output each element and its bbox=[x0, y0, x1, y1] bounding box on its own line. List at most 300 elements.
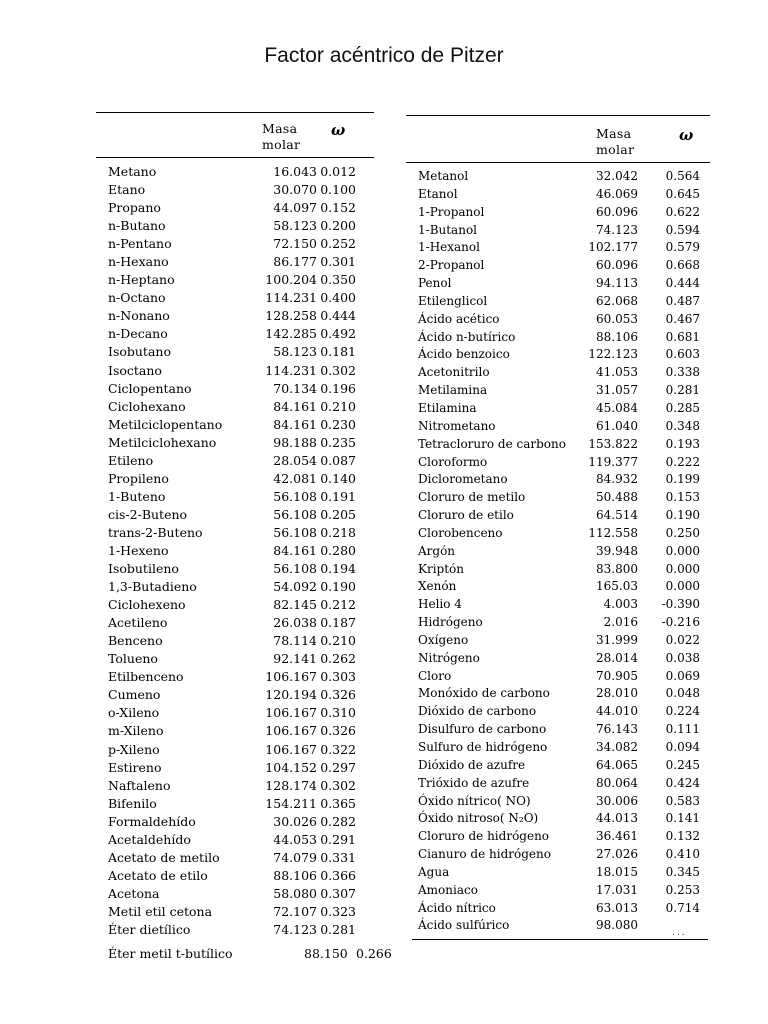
compound-name: Kriptón bbox=[418, 561, 464, 576]
acentric-factor: 0.714 bbox=[665, 900, 700, 915]
table-row bbox=[406, 632, 710, 650]
molar-mass: 42.081 bbox=[273, 470, 317, 486]
molar-mass: 104.152 bbox=[265, 759, 317, 775]
molar-mass: 70.134 bbox=[273, 380, 317, 396]
table-row bbox=[96, 903, 374, 921]
compound-name: Cloro bbox=[418, 668, 452, 683]
table-row bbox=[96, 849, 374, 867]
table-header bbox=[406, 116, 710, 162]
compound-name: Ácido acético bbox=[418, 311, 500, 326]
table-row bbox=[406, 561, 710, 579]
compound-name: 1-Buteno bbox=[108, 488, 166, 504]
compound-name: Bifenilo bbox=[108, 795, 157, 811]
molar-mass: 31.057 bbox=[596, 383, 638, 398]
compound-name: Oxígeno bbox=[418, 632, 469, 647]
acentric-factor: 0.467 bbox=[665, 311, 700, 326]
molar-mass: 74.079 bbox=[273, 849, 317, 865]
acentric-factor: 0.111 bbox=[665, 722, 700, 737]
acentric-factor: 0.187 bbox=[320, 615, 356, 631]
table-row bbox=[96, 362, 374, 380]
acentric-factor: 0.000 bbox=[665, 561, 700, 576]
molar-label: molar bbox=[596, 142, 635, 157]
compound-name: Ciclohexano bbox=[108, 398, 186, 414]
compound-name: Acetileno bbox=[108, 615, 168, 631]
compound-name: Óxido nitroso( N₂O) bbox=[418, 811, 539, 826]
molar-mass: 114.231 bbox=[265, 290, 317, 306]
compound-name: Dióxido de carbono bbox=[418, 704, 537, 719]
molar-mass: 82.145 bbox=[273, 597, 317, 613]
table-row bbox=[96, 759, 374, 777]
compound-name: Cloruro de hidrógeno bbox=[418, 829, 550, 844]
molar-mass: 62.068 bbox=[596, 293, 638, 308]
compound-name: n-Nonano bbox=[108, 308, 170, 324]
molar-mass: 28.054 bbox=[273, 452, 317, 468]
compound-name: Isoctano bbox=[108, 362, 162, 378]
page-title: Factor acéntrico de Pitzer bbox=[264, 44, 504, 67]
molar-mass: 58.123 bbox=[273, 344, 317, 360]
bottom-rule bbox=[412, 939, 708, 940]
dots-marker: ... bbox=[672, 928, 687, 938]
compound-name: Cianuro de hidrógeno bbox=[418, 847, 551, 862]
molar-mass: 88.106 bbox=[596, 329, 638, 344]
table-row bbox=[96, 380, 374, 398]
acentric-factor: 0.424 bbox=[665, 775, 700, 790]
acentric-factor: 0.365 bbox=[320, 795, 356, 811]
molar-mass: 41.053 bbox=[596, 365, 638, 380]
acentric-factor: 0.302 bbox=[320, 777, 356, 793]
molar-mass: 44.053 bbox=[273, 831, 317, 847]
table-row bbox=[96, 578, 374, 596]
table-row bbox=[406, 721, 710, 739]
molar-mass: 64.514 bbox=[596, 508, 638, 523]
compound-name: Cloruro de etilo bbox=[418, 508, 514, 523]
molar-mass: 45.084 bbox=[596, 400, 638, 415]
acentric-factor: 0.094 bbox=[665, 740, 700, 754]
acentric-factor: 0.152 bbox=[320, 200, 356, 216]
molar-mass: 28.010 bbox=[596, 686, 638, 701]
molar-mass: 106.167 bbox=[265, 741, 317, 757]
compound-name: Disulfuro de carbono bbox=[418, 722, 547, 737]
acentric-factor: 0.564 bbox=[665, 169, 700, 183]
compound-name: m-Xileno bbox=[108, 723, 164, 739]
header-rule bbox=[406, 162, 710, 163]
molar-mass: 56.108 bbox=[273, 524, 317, 540]
molar-mass: 88.150 bbox=[304, 946, 348, 961]
compound-name: Éter metil t-butílico bbox=[108, 946, 233, 961]
acentric-factor: 0.218 bbox=[320, 524, 356, 540]
table-row bbox=[96, 524, 374, 542]
table-row bbox=[406, 596, 710, 614]
table-row bbox=[406, 418, 710, 436]
compound-name: Isobutileno bbox=[108, 561, 179, 577]
acentric-factor: 0.281 bbox=[320, 921, 356, 937]
molar-mass: 153.822 bbox=[588, 436, 638, 451]
molar-mass: 106.167 bbox=[265, 669, 317, 685]
table-row bbox=[96, 722, 374, 740]
compound-name: 1-Propanol bbox=[418, 204, 485, 219]
acentric-factor: 0.140 bbox=[320, 470, 356, 486]
acentric-factor: 0.322 bbox=[320, 741, 356, 757]
compound-name: o-Xileno bbox=[108, 705, 160, 721]
acentric-factor: -0.390 bbox=[661, 597, 700, 612]
table-row bbox=[96, 596, 374, 614]
molar-mass: 128.174 bbox=[265, 777, 317, 793]
molar-mass: 17.031 bbox=[596, 882, 638, 897]
masa-label: Masa bbox=[596, 126, 632, 141]
molar-mass: 50.488 bbox=[596, 490, 638, 505]
table-row bbox=[96, 777, 374, 795]
compound-name: Hidrógeno bbox=[418, 615, 483, 630]
acentric-factor: 0.022 bbox=[665, 632, 700, 647]
acentric-factor: 0.230 bbox=[320, 416, 356, 432]
table-row bbox=[406, 703, 710, 721]
acentric-factor: 0.266 bbox=[356, 946, 392, 961]
compound-name: Diclorometano bbox=[418, 472, 508, 487]
acentric-factor: 0.280 bbox=[320, 542, 356, 558]
acentric-factor: 0.603 bbox=[665, 347, 700, 362]
compound-name: 2-Propanol bbox=[418, 258, 485, 273]
acentric-factor: 0.366 bbox=[320, 867, 356, 883]
table-row bbox=[96, 704, 374, 722]
molar-mass: 31.999 bbox=[596, 632, 638, 647]
omega-header: ω bbox=[331, 121, 346, 139]
molar-mass: 120.194 bbox=[265, 687, 317, 703]
compound-name: Amoniaco bbox=[418, 882, 478, 897]
molar-mass: 92.141 bbox=[273, 651, 317, 667]
molar-mass: 60.096 bbox=[596, 258, 638, 273]
table-row bbox=[406, 828, 710, 846]
table-row bbox=[406, 525, 710, 543]
table-row bbox=[96, 795, 374, 813]
acentric-factor: 0.310 bbox=[320, 705, 356, 721]
molar-mass: 142.285 bbox=[265, 326, 317, 342]
table-row bbox=[406, 810, 710, 828]
acentric-factor: 0.235 bbox=[320, 434, 356, 450]
masa-label: Masa bbox=[262, 121, 298, 136]
table-row bbox=[96, 470, 374, 488]
table-row bbox=[406, 614, 710, 632]
compound-name: Cloroformo bbox=[418, 454, 488, 469]
table-row bbox=[406, 222, 710, 240]
left-rows bbox=[96, 163, 374, 939]
molar-mass: 61.040 bbox=[596, 418, 638, 433]
molar-mass: 74.123 bbox=[273, 921, 317, 937]
acentric-factor: 0.350 bbox=[320, 272, 356, 288]
molar-mass: 114.231 bbox=[265, 362, 317, 378]
molar-mass: 106.167 bbox=[265, 705, 317, 721]
compound-name: Etilbenceno bbox=[108, 669, 184, 685]
acentric-factor: 0.444 bbox=[665, 276, 700, 291]
table-row bbox=[96, 506, 374, 524]
table-row bbox=[96, 343, 374, 361]
compound-name: Isobutano bbox=[108, 344, 171, 360]
right-rows bbox=[406, 168, 710, 935]
molar-mass: 84.932 bbox=[596, 472, 638, 487]
table-row bbox=[406, 364, 710, 382]
acentric-factor: 0.100 bbox=[320, 182, 356, 198]
molar-mass: 106.167 bbox=[265, 723, 317, 739]
molar-mass: 112.558 bbox=[588, 525, 638, 540]
molar-mass: 36.461 bbox=[596, 829, 638, 844]
table-row bbox=[406, 668, 710, 686]
acentric-factor: 0.250 bbox=[665, 525, 700, 540]
compound-name: Acetaldehído bbox=[108, 831, 191, 847]
acentric-factor: 0.205 bbox=[320, 506, 356, 522]
molar-mass: 83.800 bbox=[596, 561, 638, 576]
acentric-factor: 0.681 bbox=[665, 329, 700, 344]
table-row bbox=[406, 311, 710, 329]
molar-mass: 46.069 bbox=[596, 186, 638, 201]
table-row bbox=[406, 775, 710, 793]
table-row bbox=[406, 329, 710, 347]
acentric-factor: 0.303 bbox=[320, 669, 356, 685]
acentric-factor: 0.048 bbox=[665, 686, 700, 701]
compound-name: Trióxido de azufre bbox=[418, 775, 530, 790]
compound-name: Cumeno bbox=[108, 687, 161, 703]
molar-mass: 56.108 bbox=[273, 506, 317, 522]
compound-name: 1-Butanol bbox=[418, 222, 478, 237]
acentric-factor: 0.253 bbox=[665, 882, 700, 897]
acentric-factor: 0.194 bbox=[320, 561, 356, 577]
table-row bbox=[96, 289, 374, 307]
acentric-factor: 0.323 bbox=[320, 903, 356, 919]
compound-name: n-Heptano bbox=[108, 272, 175, 288]
acentric-factor: 0.331 bbox=[320, 849, 356, 865]
masa-molar-header bbox=[262, 121, 300, 153]
acentric-factor: 0.069 bbox=[665, 668, 700, 683]
compound-name: Metilciclopentano bbox=[108, 416, 223, 432]
compound-name: Naftaleno bbox=[108, 777, 171, 793]
compound-name: Cloruro de metilo bbox=[418, 490, 526, 505]
table-row bbox=[406, 543, 710, 561]
compound-name: Metanol bbox=[418, 169, 469, 183]
molar-mass: 80.064 bbox=[596, 775, 638, 790]
table-row bbox=[96, 921, 374, 939]
table-row bbox=[406, 739, 710, 757]
table-row bbox=[96, 271, 374, 289]
acentric-factor: 0.400 bbox=[320, 290, 356, 306]
molar-mass: 30.026 bbox=[273, 813, 317, 829]
header-rule bbox=[96, 157, 374, 158]
table-row bbox=[406, 186, 710, 204]
acentric-factor: 0.326 bbox=[320, 687, 356, 703]
molar-mass: 72.150 bbox=[273, 236, 317, 252]
molar-mass: 84.161 bbox=[273, 416, 317, 432]
table-row bbox=[406, 471, 710, 489]
omega-header: ω bbox=[679, 126, 694, 144]
molar-mass: 84.161 bbox=[273, 398, 317, 414]
table-row bbox=[96, 253, 374, 271]
table-row bbox=[96, 235, 374, 253]
molar-mass: 119.377 bbox=[588, 454, 638, 469]
compound-name: Metilciclohexano bbox=[108, 434, 217, 450]
molar-mass: 56.108 bbox=[273, 488, 317, 504]
molar-mass: 76.143 bbox=[596, 722, 638, 737]
table-row bbox=[406, 257, 710, 275]
molar-mass: 154.211 bbox=[265, 795, 317, 811]
molar-mass: 74.123 bbox=[596, 222, 638, 237]
compound-name: Tolueno bbox=[108, 651, 158, 667]
acentric-factor: 0.191 bbox=[320, 488, 356, 504]
acentric-factor: 0.444 bbox=[320, 308, 356, 324]
acentric-factor: 0.210 bbox=[320, 633, 356, 649]
molar-mass: 102.177 bbox=[588, 240, 638, 255]
compound-name: Ciclohexeno bbox=[108, 597, 186, 613]
molar-mass: 122.123 bbox=[588, 347, 638, 362]
compound-name: Dióxido de azufre bbox=[418, 757, 526, 772]
compound-name: Etanol bbox=[418, 186, 458, 201]
compound-name: cis-2-Buteno bbox=[108, 506, 188, 522]
compound-name: Helio 4 bbox=[418, 597, 462, 612]
compound-name: Xenón bbox=[418, 579, 457, 594]
compound-name: Sulfuro de hidrógeno bbox=[418, 740, 548, 754]
compound-name: Benceno bbox=[108, 633, 163, 649]
table-row bbox=[406, 917, 710, 935]
compound-name: Acetona bbox=[108, 885, 160, 901]
molar-mass: 39.948 bbox=[596, 543, 638, 558]
acentric-factor: 0.579 bbox=[665, 240, 700, 255]
table-row bbox=[96, 741, 374, 759]
table-row bbox=[406, 578, 710, 596]
compound-name: 1-Hexanol bbox=[418, 240, 480, 255]
acentric-factor: 0.190 bbox=[665, 508, 700, 523]
table-row bbox=[96, 163, 374, 181]
molar-mass: 58.080 bbox=[273, 885, 317, 901]
molar-mass: 16.043 bbox=[273, 164, 317, 179]
molar-mass: 56.108 bbox=[273, 561, 317, 577]
acentric-factor: 0.326 bbox=[320, 723, 356, 739]
compound-name: Nitrógeno bbox=[418, 650, 480, 665]
table-row bbox=[406, 454, 710, 472]
compound-name: Penol bbox=[418, 276, 452, 291]
table-row bbox=[406, 757, 710, 775]
table-row bbox=[96, 686, 374, 704]
molar-mass: 100.204 bbox=[265, 272, 317, 288]
acentric-factor: 0.153 bbox=[665, 490, 700, 505]
molar-mass: 28.014 bbox=[596, 650, 638, 665]
table-row bbox=[406, 864, 710, 882]
compound-name: Tetracloruro de carbono bbox=[418, 436, 566, 451]
table-row bbox=[96, 488, 374, 506]
table-header bbox=[96, 113, 374, 157]
molar-mass: 70.905 bbox=[596, 668, 638, 683]
molar-mass: 72.107 bbox=[273, 903, 317, 919]
compound-name: n-Pentano bbox=[108, 236, 172, 252]
table-row bbox=[406, 436, 710, 454]
acentric-factor: 0.291 bbox=[320, 831, 356, 847]
acentric-factor: 0.210 bbox=[320, 398, 356, 414]
acentric-factor: -0.216 bbox=[661, 615, 700, 630]
molar-mass: 98.188 bbox=[273, 434, 317, 450]
acentric-factor: 0.622 bbox=[665, 204, 700, 219]
table-row bbox=[406, 346, 710, 364]
acentric-factor: 0.668 bbox=[665, 258, 700, 273]
table-row bbox=[96, 542, 374, 560]
molar-mass: 44.010 bbox=[596, 704, 638, 719]
acentric-factor: 0.193 bbox=[665, 436, 700, 451]
compound-name: n-Octano bbox=[108, 290, 166, 306]
compound-name: Etileno bbox=[108, 452, 154, 468]
acentric-factor: 0.282 bbox=[320, 813, 356, 829]
compound-name: n-Decano bbox=[108, 326, 168, 342]
table-row bbox=[96, 867, 374, 885]
molar-mass: 32.042 bbox=[596, 169, 638, 183]
acentric-factor: 0.087 bbox=[320, 452, 356, 468]
acentric-factor: 0.245 bbox=[665, 757, 700, 772]
molar-mass: 30.006 bbox=[596, 793, 638, 808]
table-row bbox=[406, 882, 710, 900]
table-row bbox=[406, 650, 710, 668]
compound-name: 1-Hexeno bbox=[108, 542, 169, 558]
acentric-factor: 0.285 bbox=[665, 400, 700, 415]
acentric-factor: 0.297 bbox=[320, 759, 356, 775]
molar-mass: 60.096 bbox=[596, 204, 638, 219]
table-row bbox=[96, 434, 374, 452]
acentric-factor: 0.190 bbox=[320, 579, 356, 595]
molar-mass: 64.065 bbox=[596, 757, 638, 772]
table-row bbox=[96, 885, 374, 903]
compound-name: n-Hexano bbox=[108, 254, 169, 270]
molar-mass: 2.016 bbox=[603, 615, 638, 630]
table-row bbox=[406, 204, 710, 222]
molar-mass: 94.113 bbox=[596, 276, 638, 291]
table-row bbox=[96, 325, 374, 343]
molar-mass: 63.013 bbox=[596, 900, 638, 915]
molar-mass: 84.161 bbox=[273, 542, 317, 558]
table-row bbox=[96, 217, 374, 235]
acentric-factor: 0.302 bbox=[320, 362, 356, 378]
compound-name: Clorobenceno bbox=[418, 525, 503, 540]
molar-mass: 54.092 bbox=[273, 579, 317, 595]
molar-mass: 98.080 bbox=[596, 918, 638, 933]
compound-name: Etilamina bbox=[418, 400, 477, 415]
acentric-factor: 0.410 bbox=[665, 847, 700, 862]
molar-mass: 128.258 bbox=[265, 308, 317, 324]
compound-name: Formaldehído bbox=[108, 813, 196, 829]
acentric-factor: 0.000 bbox=[665, 579, 700, 594]
acentric-factor: 0.012 bbox=[320, 164, 356, 179]
molar-mass: 44.013 bbox=[596, 811, 638, 826]
compound-name: Ácido benzoico bbox=[418, 347, 510, 362]
molar-mass: 27.026 bbox=[596, 847, 638, 862]
acentric-factor: 0.000 bbox=[665, 543, 700, 558]
table-row bbox=[96, 650, 374, 668]
acentric-factor: 0.348 bbox=[665, 418, 700, 433]
acentric-factor: 0.132 bbox=[665, 829, 700, 844]
table-row bbox=[406, 382, 710, 400]
acentric-factor: 0.200 bbox=[320, 218, 356, 234]
compound-name: Propano bbox=[108, 200, 161, 216]
table-row bbox=[96, 398, 374, 416]
compound-name: trans-2-Buteno bbox=[108, 524, 203, 540]
table-row bbox=[96, 632, 374, 650]
compound-name: Metano bbox=[108, 164, 157, 179]
molar-mass: 30.070 bbox=[273, 182, 317, 198]
table-row bbox=[96, 813, 374, 831]
compound-name: Propileno bbox=[108, 470, 169, 486]
molar-mass: 60.053 bbox=[596, 311, 638, 326]
compound-name: Metilamina bbox=[418, 383, 488, 398]
table-row bbox=[406, 293, 710, 311]
molar-mass: 18.015 bbox=[596, 864, 638, 879]
molar-mass: 4.003 bbox=[603, 597, 638, 612]
compound-name: Acetato de etilo bbox=[108, 867, 208, 883]
compound-name: Etilenglicol bbox=[418, 293, 488, 308]
acentric-factor: 0.645 bbox=[665, 186, 700, 201]
molar-mass: 88.106 bbox=[273, 867, 317, 883]
compound-name: Acetato de metilo bbox=[108, 849, 220, 865]
acentric-factor: 0.338 bbox=[665, 365, 700, 380]
